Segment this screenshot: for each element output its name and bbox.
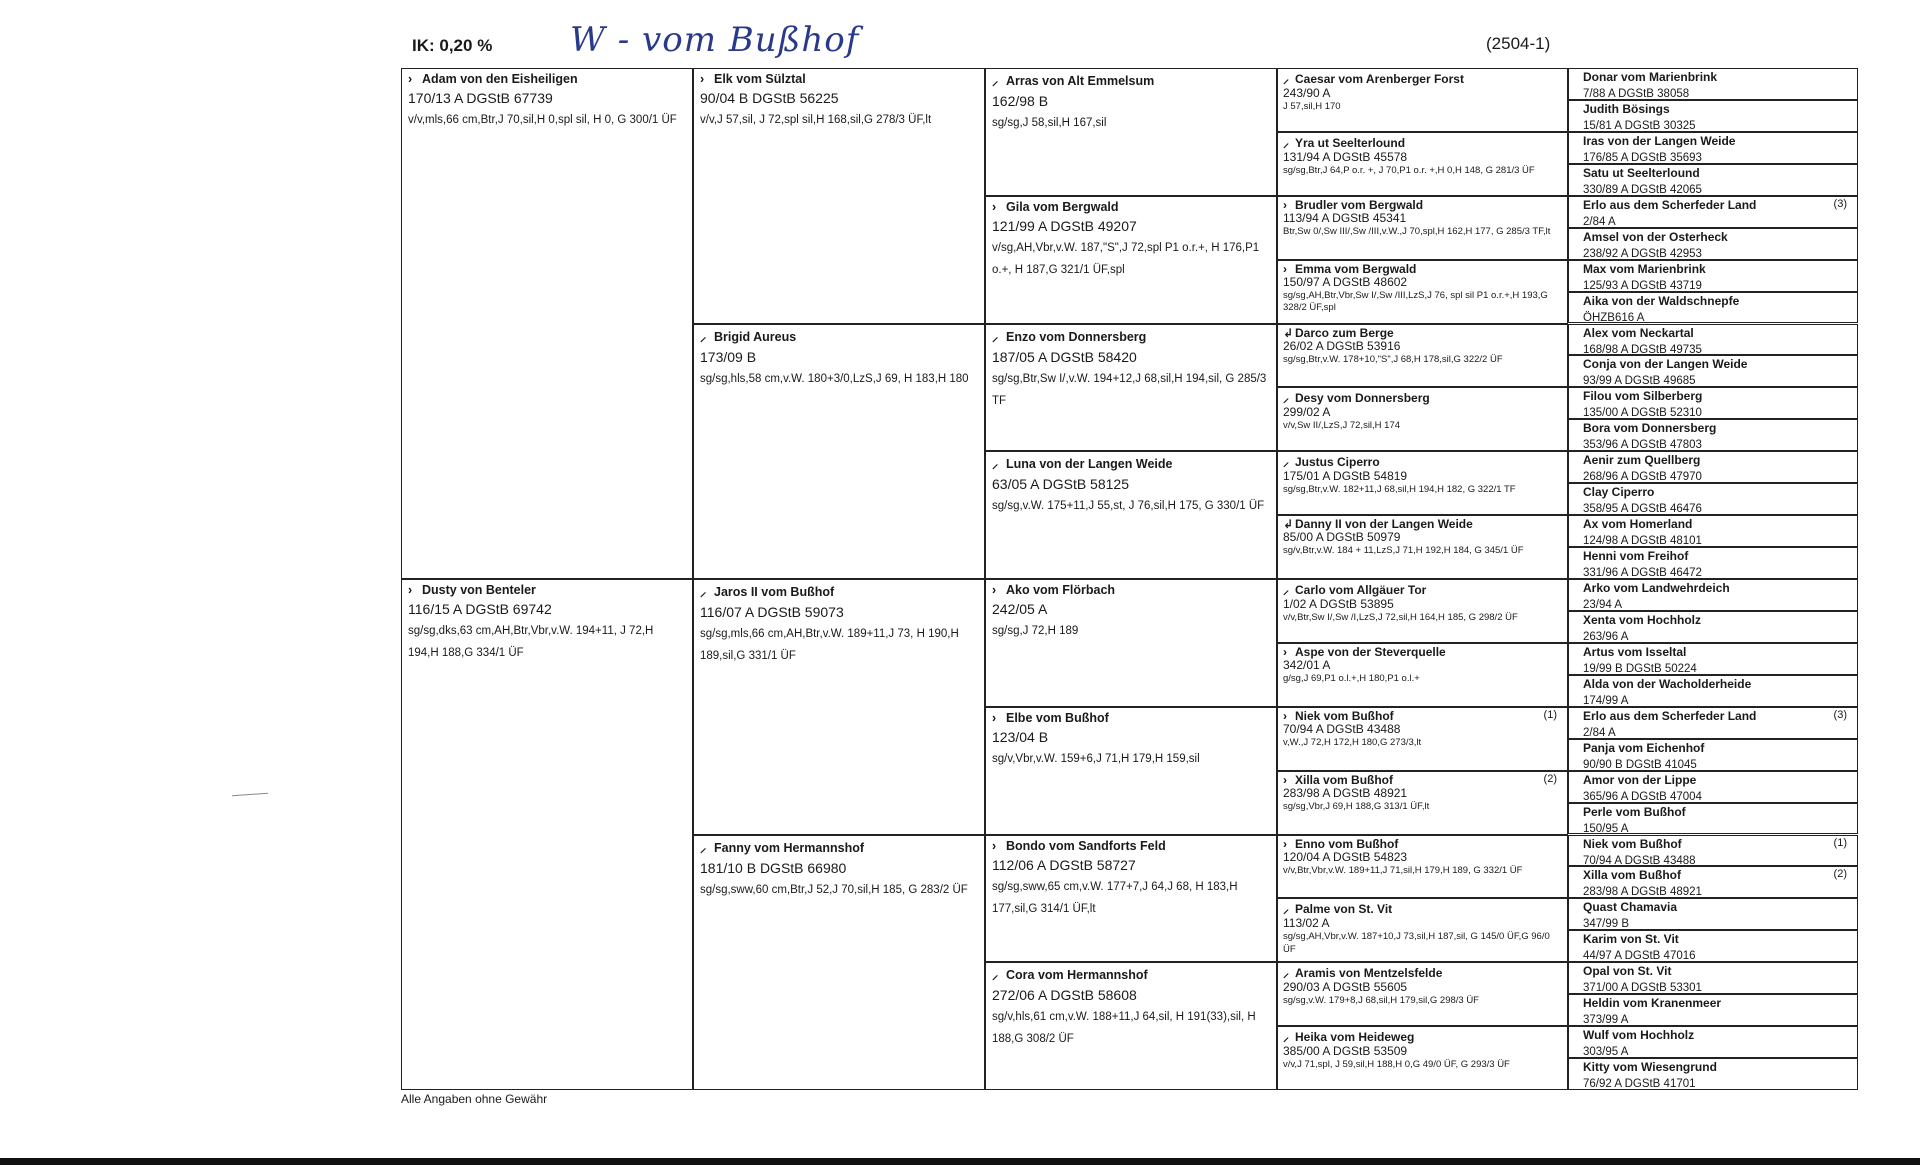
registration-number: 113/94 A DGStB 45341 [1283, 210, 1407, 225]
performance-record: v/v,Btr,Vbr,v.W. 189+11,J 71,sil,H 179,H 189, G 332/1 ÜF [1283, 864, 1523, 876]
registration-number: 70/94 A DGStB 43488 [1283, 721, 1401, 736]
dog-name: Bondo vom Sandforts Feld [1006, 838, 1166, 853]
performance-record: J 57,sil,H 170 [1283, 101, 1341, 112]
pedigree-entry-gen5 [1568, 707, 1858, 739]
registration-number: 76/92 A DGStB 41701 [1583, 1077, 1696, 1090]
performance-record: Btr,Sw 0/,Sw III/,Sw /III,v.W.,J 70,spl,H 162,H 177, G 285/3 TF,lt [1283, 225, 1551, 237]
registration-number: 162/98 B [992, 93, 1049, 109]
sex-marker: ⸝ [700, 585, 707, 599]
registration-number: 116/07 A DGStB 59073 [700, 604, 844, 620]
dog-name: Max vom Marienbrink [1583, 261, 1706, 276]
pedigree-entry-gen5 [1568, 419, 1858, 451]
dog-name-line [992, 583, 1270, 597]
pedigree-entry-gen3 [985, 835, 1277, 963]
pedigree-entry-gen5 [1568, 260, 1858, 292]
dog-name: Erlo aus dem Scherfeder Land [1583, 708, 1757, 723]
dog-name-line [992, 200, 1270, 214]
registration-number: 176/85 A DGStB 35693 [1583, 151, 1702, 164]
sex-marker: ⸝ [992, 968, 999, 983]
sex-marker: ⸝ [1283, 902, 1290, 917]
registration-number: 330/89 A DGStB 42065 [1583, 183, 1702, 196]
registration-number: 272/06 A DGStB 58608 [992, 987, 1137, 1004]
dog-name: Opal von St. Vit [1583, 964, 1672, 979]
pedigree-entry-gen5 [1568, 1026, 1858, 1058]
dog-name: Jaros II vom Bußhof [714, 585, 835, 599]
pedigree-entry-gen5 [1568, 164, 1858, 196]
dog-name: Brigid Aureus [714, 329, 797, 344]
registration-number: 2/84 A [1583, 726, 1616, 739]
registration-number: 238/92 A DGStB 42953 [1583, 247, 1702, 260]
registration-number: 135/00 A DGStB 52310 [1583, 406, 1702, 419]
dog-name: Carlo vom Allgäuer Tor [1295, 583, 1427, 597]
pedigree-entry-gen4 [1277, 68, 1568, 132]
dog-name-line [1283, 517, 1562, 531]
dog-name: Niek vom Bußhof [1583, 836, 1682, 851]
dog-name: Judith Bösings [1583, 101, 1670, 116]
dog-name: Perle vom Bußhof [1583, 804, 1686, 819]
registration-number: 342/01 A [1283, 657, 1331, 672]
pedigree-entry-gen2 [693, 579, 985, 835]
registration-number: 120/04 A DGStB 54823 [1283, 849, 1408, 864]
registration-number: 173/09 B [700, 348, 757, 365]
pedigree-entry-gen5 [1568, 611, 1858, 643]
pedigree-entry-gen5 [1568, 547, 1858, 579]
registration-number: 170/13 A DGStB 67739 [408, 90, 553, 106]
pedigree-entry-gen5 [1568, 228, 1858, 260]
dog-name-line [992, 455, 1270, 472]
pedigree-entry-gen1 [401, 579, 693, 1090]
registration-number: 175/01 A DGStB 54819 [1283, 469, 1408, 484]
registration-number: 283/98 A DGStB 48921 [1283, 785, 1408, 800]
performance-record: sg/sg,mls,66 cm,AH,Btr,v.W. 189+11,J 73, H 190,H 189,sil,G 331/1 ÜF [700, 628, 959, 662]
performance-record: sg/sg,hls,58 cm,v.W. 180+3/0,LzS,J 69, H 183,H 180 [700, 372, 969, 385]
sex-marker: ⸝ [992, 457, 999, 472]
sex-marker: › [1283, 644, 1287, 659]
registration-number: 125/93 A DGStB 43719 [1583, 279, 1702, 292]
registration-number: 331/96 A DGStB 46472 [1583, 566, 1702, 579]
registration-number: 150/97 A DGStB 48602 [1283, 274, 1408, 289]
registration-number: 174/99 A [1583, 694, 1628, 707]
sex-marker: › [1283, 261, 1287, 276]
dog-name: Desy vom Donnersberg [1295, 391, 1430, 406]
sex-marker: › [992, 583, 997, 597]
registration-number: 19/99 B DGStB 50224 [1583, 662, 1697, 675]
registration-number: 93/99 A DGStB 49685 [1583, 374, 1696, 387]
pedigree-entry-gen5 [1568, 866, 1858, 898]
performance-record: sg/v,Btr,v.W. 184 + 11,LzS,J 71,H 192,H 184, G 345/1 ÜF [1283, 545, 1524, 557]
dog-name-line [992, 839, 1270, 853]
pedigree-entry-gen5 [1568, 451, 1858, 483]
generation-2-column [693, 68, 985, 1090]
dog-name: Clay Ciperro [1583, 485, 1655, 500]
repeat-ancestor-note: (3) [1833, 197, 1847, 210]
dog-name-line [992, 966, 1270, 983]
sex-marker: ⸝ [1283, 455, 1290, 470]
repeat-ancestor-note: (3) [1833, 708, 1847, 721]
pedigree-entry-gen5 [1568, 739, 1858, 771]
pedigree-entry-gen3 [985, 68, 1277, 196]
pedigree-entry-gen3 [985, 962, 1277, 1090]
registration-number: 1/02 A DGStB 53895 [1283, 597, 1394, 611]
generation-3-column [985, 68, 1277, 1090]
dog-name-line [700, 328, 978, 345]
dog-name: Donar vom Marienbrink [1583, 70, 1718, 84]
pedigree-entry-gen5 [1568, 835, 1858, 867]
dog-name-line [992, 711, 1270, 725]
generation-1-column [401, 68, 693, 1090]
scan-edge [0, 1158, 1920, 1165]
dog-name: Luna von der Langen Weide [1006, 457, 1173, 472]
dog-name: Enno vom Bußhof [1295, 836, 1399, 851]
registration-number: 63/05 A DGStB 58125 [992, 476, 1129, 493]
pedigree-entry-gen4 [1277, 515, 1568, 579]
dog-name: Aenir zum Quellberg [1583, 453, 1701, 468]
dog-name-line [1283, 900, 1562, 917]
dog-name: Xenta vom Hochholz [1583, 612, 1702, 627]
registration-number: 90/90 B DGStB 41045 [1583, 758, 1697, 771]
dog-name-line [1283, 70, 1562, 87]
dog-name: Quast Chamavia [1583, 900, 1678, 915]
pedigree-entry-gen3 [985, 707, 1277, 835]
sex-marker: ⸝ [700, 329, 707, 344]
sex-marker: ⸝ [1283, 72, 1290, 86]
pedigree-entry-gen2 [693, 324, 985, 580]
performance-record: v/v,Sw II/,LzS,J 72,sil,H 174 [1283, 420, 1401, 432]
pedigree-entry-gen5 [1568, 675, 1858, 707]
dog-name-line [408, 583, 686, 597]
performance-record: sg/sg,Vbr,J 69,H 188,G 313/1 ÜF,lt [1283, 800, 1430, 812]
dog-name: Emma vom Bergwald [1295, 261, 1417, 276]
pedigree-entry-gen5 [1568, 962, 1858, 994]
dog-name: Bora vom Donnersberg [1583, 421, 1717, 436]
pedigree-entry-gen5 [1568, 515, 1858, 547]
performance-record: v/v,mls,66 cm,Btr,J 70,sil,H 0,spl sil, H 0, G 300/1 ÜF [408, 114, 677, 126]
registration-number: 268/96 A DGStB 47970 [1583, 470, 1702, 483]
repeat-ancestor-note: (1) [1543, 708, 1557, 721]
registration-number: 365/96 A DGStB 47004 [1583, 790, 1702, 803]
sex-marker: ⸝ [992, 74, 999, 88]
performance-record: sg/sg,v.W. 175+11,J 55,st, J 76,sil,H 175, G 330/1 ÜF [992, 500, 1265, 513]
pedigree-entry-gen4 [1277, 771, 1568, 835]
sex-marker: ⸝ [992, 329, 999, 344]
registration-number: 123/04 B [992, 728, 1049, 745]
dog-name-line [700, 583, 978, 600]
dog-name: Artus vom Isseltal [1583, 644, 1687, 659]
dog-name: Darco zum Berge [1295, 325, 1394, 340]
dog-name: Fanny vom Hermannshof [714, 840, 865, 855]
repeat-ancestor-note: (1) [1833, 836, 1847, 849]
registration-number: 150/95 A [1583, 822, 1628, 835]
sex-marker: ↲ [1283, 325, 1294, 340]
performance-record: sg/sg,Btr,v.W. 178+10,"S",J 68,H 178,sil,G 322/2 ÜF [1283, 353, 1503, 365]
generation-4-column [1277, 68, 1568, 1090]
performance-record: sg/sg,J 58,sil,H 167,sil [992, 117, 1107, 129]
sex-marker: ⸝ [1283, 1030, 1290, 1045]
pedigree-entry-gen4 [1277, 260, 1568, 324]
dog-name: Aspe von der Steverquelle [1295, 644, 1446, 659]
dog-name: Heldin vom Kranenmeer [1583, 996, 1722, 1011]
dog-name: Yra ut Seelterlound [1295, 135, 1406, 150]
dog-name: Cora vom Hermannshof [1006, 968, 1148, 983]
pedigree-entry-gen4 [1277, 132, 1568, 196]
pedigree-entry-gen3 [985, 324, 1277, 452]
dog-name: Amsel von der Osterheck [1583, 229, 1728, 244]
pedigree-entry-gen4 [1277, 643, 1568, 707]
registration-number: 168/98 A DGStB 49735 [1583, 343, 1702, 356]
performance-record: sg/sg,Btr,Sw I/,v.W. 194+12,J 68,sil,H 194,sil, G 285/3 TF [992, 372, 1267, 407]
registration-number: 112/06 A DGStB 58727 [992, 856, 1136, 873]
dog-name: Palme von St. Vit [1295, 902, 1393, 917]
registration-number: 44/97 A DGStB 47016 [1583, 949, 1696, 962]
dog-name-line [1283, 837, 1562, 851]
registration-number: 70/94 A DGStB 43488 [1583, 854, 1696, 867]
performance-record: sg/sg,v.W. 179+8,J 68,sil,H 179,sil,G 298/3 ÜF [1283, 995, 1479, 1007]
sex-marker: › [700, 72, 705, 86]
dog-name-line [1283, 389, 1562, 406]
pedigree-entry-gen5 [1568, 1058, 1858, 1090]
dog-name: Kitty vom Wiesengrund [1583, 1060, 1717, 1075]
sex-marker: ⸝ [1283, 966, 1290, 981]
performance-record: sg/sg,AH,Btr,Vbr,Sw I/,Sw /III,LzS,J 76, spl sil P1 o.r.+,H 193,G 328/2 ÜF,spl [1283, 289, 1548, 314]
performance-record: sg/sg,Btr,J 64,P o.r. +, J 70,P1 o.r. +,H 0,H 148, G 281/3 ÜF [1283, 164, 1535, 176]
dog-name: Justus Ciperro [1295, 455, 1380, 470]
performance-record: g/sg,J 69,P1 o.l.+,H 180,P1 o.l.+ [1283, 672, 1420, 684]
sex-marker: › [992, 199, 997, 214]
dog-name: Alda von der Wacholderheide [1583, 676, 1752, 691]
performance-record: sg/sg,AH,Vbr,v.W. 187+10,J 73,sil,H 187,sil, G 145/0 ÜF,G 96/0 ÜF [1283, 931, 1550, 955]
dog-name-line [1283, 1028, 1562, 1045]
dog-name: Heika vom Heideweg [1295, 1030, 1415, 1045]
registration-number: 116/15 A DGStB 69742 [408, 601, 552, 617]
dog-name: Gila vom Bergwald [1006, 199, 1119, 214]
dog-name: Aramis von Mentzelsfelde [1295, 966, 1443, 981]
dog-name: Arko vom Landwehrdeich [1583, 581, 1730, 595]
pedigree-entry-gen4 [1277, 451, 1568, 515]
pedigree-entry-gen5 [1568, 387, 1858, 419]
sex-marker: › [1283, 708, 1287, 723]
sex-marker: ⸝ [1283, 583, 1290, 597]
registration-number: 303/95 A [1583, 1045, 1628, 1058]
pedigree-entry-gen2 [693, 68, 985, 324]
pedigree-entry-gen5 [1568, 324, 1858, 356]
registration-number: 299/02 A [1283, 405, 1331, 420]
pen-mark [232, 793, 268, 797]
registration-number: 181/10 B DGStB 66980 [700, 859, 847, 876]
dog-name-line [1283, 453, 1562, 470]
dog-name: Adam von den Eisheiligen [422, 72, 578, 86]
registration-number: 85/00 A DGStB 50979 [1283, 530, 1401, 545]
registration-number: 358/95 A DGStB 46476 [1583, 502, 1702, 515]
registration-number: 2/84 A [1583, 215, 1616, 228]
pedigree-entry-gen5 [1568, 483, 1858, 515]
sex-marker: › [408, 583, 413, 597]
registration-number: 290/03 A DGStB 55605 [1283, 980, 1408, 995]
dog-name-line [1283, 581, 1562, 598]
sex-marker: › [1283, 772, 1287, 787]
registration-number: 373/99 A [1583, 1013, 1628, 1026]
performance-record: sg/sg,sww,60 cm,Btr,J 52,J 70,sil,H 185, G 283/2 ÜF [700, 883, 968, 896]
sex-marker: › [408, 72, 413, 86]
dog-name-line [700, 72, 978, 86]
pedigree-entry-gen2 [693, 835, 985, 1091]
registration-number: 242/05 A [992, 601, 1048, 617]
pedigree-entry-gen4 [1277, 324, 1568, 388]
pedigree-entry-gen5 [1568, 196, 1858, 228]
dog-name: Elbe vom Bußhof [1006, 710, 1109, 725]
registration-number: 243/90 A [1283, 86, 1331, 100]
registration-number: 26/02 A DGStB 53916 [1283, 338, 1401, 353]
dog-name: Danny II von der Langen Weide [1295, 517, 1473, 532]
performance-record: sg/sg,J 72,H 189 [992, 625, 1079, 637]
pedigree-entry-gen4 [1277, 707, 1568, 771]
dog-name: Xilla vom Bußhof [1295, 772, 1394, 787]
dog-name: Filou vom Silberberg [1583, 389, 1703, 404]
dog-name: Alex vom Neckartal [1583, 325, 1694, 340]
pedigree-entry-gen3 [985, 579, 1277, 707]
sex-marker: ⸝ [1283, 391, 1290, 406]
sex-marker: ⸝ [1283, 135, 1290, 150]
dog-name: Ako vom Flörbach [1006, 583, 1116, 597]
registration-number: 121/99 A DGStB 49207 [992, 217, 1137, 234]
pedigree-entry-gen3 [985, 451, 1277, 579]
registration-number: 7/88 A DGStB 38058 [1583, 87, 1689, 100]
dog-name: Dusty von Benteler [422, 583, 536, 597]
document-reference: (2504-1) [1486, 34, 1551, 53]
dog-name-line [1283, 262, 1562, 276]
sex-marker: › [992, 838, 997, 853]
performance-record: v/v,J 71,spl, J 59,sil,H 188,H 0,G 49/0 ÜF, G 293/3 ÜF [1283, 1059, 1510, 1071]
registration-number: 385/00 A DGStB 53509 [1283, 1044, 1408, 1059]
pedigree-entry-gen5 [1568, 643, 1858, 675]
dog-name-line [1283, 964, 1562, 981]
dog-name-line [1283, 645, 1562, 659]
sex-marker: ⸝ [700, 840, 707, 855]
pedigree-entry-gen4 [1277, 898, 1568, 962]
handwritten-litter-name: W - vom Bußhof [570, 20, 860, 60]
pedigree-entry-gen4 [1277, 387, 1568, 451]
dog-name: Brudler vom Bergwald [1295, 197, 1424, 212]
performance-record: v,W.,J 72,H 172,H 180,G 273/3,lt [1283, 736, 1422, 748]
inbreeding-coefficient: IK: 0,20 % [412, 36, 493, 55]
pedigree-entry-gen5 [1568, 68, 1858, 100]
dog-name: Henni vom Freihof [1583, 549, 1689, 564]
dog-name: Caesar vom Arenberger Forst [1295, 72, 1464, 86]
pedigree-entry-gen5 [1568, 994, 1858, 1026]
dog-name: Niek vom Bußhof [1295, 708, 1394, 723]
dog-name-line [1283, 134, 1562, 151]
registration-number: 371/00 A DGStB 53301 [1583, 981, 1702, 994]
dog-name: Wulf vom Hochholz [1583, 1028, 1695, 1043]
dog-name: Satu ut Seelterlound [1583, 165, 1700, 180]
dog-name-line [1283, 709, 1562, 723]
dog-name: Karim von St. Vit [1583, 932, 1679, 947]
registration-number: ÖHZB616 A [1583, 311, 1644, 324]
repeat-ancestor-note: (2) [1543, 772, 1557, 785]
dog-name-line [992, 328, 1270, 345]
pedigree-entry-gen5 [1568, 132, 1858, 164]
dog-name: Xilla vom Bußhof [1583, 868, 1682, 883]
pedigree-entry-gen5 [1568, 100, 1858, 132]
registration-number: 113/02 A [1283, 916, 1330, 931]
dog-name: Enzo vom Donnersberg [1006, 329, 1147, 344]
registration-number: 347/99 B [1583, 917, 1629, 930]
pedigree-entry-gen4 [1277, 196, 1568, 260]
registration-number: 23/94 A [1583, 598, 1622, 611]
pedigree-entry-gen4 [1277, 835, 1568, 899]
registration-number: 90/04 B DGStB 56225 [700, 90, 839, 106]
dog-name: Panja vom Eichenhof [1583, 740, 1705, 755]
sex-marker: › [1283, 197, 1287, 212]
registration-number: 283/98 A DGStB 48921 [1583, 885, 1702, 898]
sex-marker: › [1283, 836, 1287, 851]
dog-name-line [700, 839, 978, 856]
pedigree-entry-gen5 [1568, 355, 1858, 387]
pedigree-entry-gen4 [1277, 579, 1568, 643]
performance-record: v/sg,AH,Vbr,v.W. 187,"S",J 72,spl P1 o.r.+, H 176,P1 o.+, H 187,G 321/1 ÜF,spl [992, 241, 1260, 276]
registration-number: 263/96 A [1583, 630, 1628, 643]
dog-name: Arras von Alt Emmelsum [1006, 74, 1155, 88]
dog-name: Amor von der Lippe [1583, 772, 1697, 787]
dog-name-line [1283, 198, 1562, 212]
registration-number: 353/96 A DGStB 47803 [1583, 438, 1702, 451]
registration-number: 187/05 A DGStB 58420 [992, 348, 1137, 365]
pedigree-entry-gen1 [401, 68, 693, 579]
performance-record: v/v,Btr,Sw I/,Sw /I,LzS,J 72,sil,H 164,H 185, G 298/2 ÜF [1283, 612, 1518, 623]
pedigree-entry-gen5 [1568, 898, 1858, 930]
pedigree-entry-gen3 [985, 196, 1277, 324]
registration-number: 15/81 A DGStB 30325 [1583, 119, 1696, 132]
dog-name: Conja von der Langen Weide [1583, 357, 1748, 372]
dog-name: Erlo aus dem Scherfeder Land [1583, 197, 1757, 212]
dog-name: Aika von der Waldschnepfe [1583, 293, 1740, 308]
dog-name-line [1283, 326, 1562, 340]
performance-record: sg/sg,Btr,v.W. 182+11,J 68,sil,H 194,H 182, G 322/1 TF [1283, 484, 1516, 496]
sex-marker: ↲ [1283, 517, 1294, 532]
pedigree-entry-gen5 [1568, 930, 1858, 962]
performance-record: sg/v,hls,61 cm,v.W. 188+11,J 64,sil, H 191(33),sil, H 188,G 308/2 ÜF [992, 1011, 1256, 1046]
dog-name: Ax vom Homerland [1583, 517, 1693, 532]
performance-record: sg/sg,sww,65 cm,v.W. 177+7,J 64,J 68, H 183,H 177,sil,G 314/1 ÜF,lt [992, 880, 1238, 915]
performance-record: sg/sg,dks,63 cm,AH,Btr,Vbr,v.W. 194+11, J 72,H 194,H 188,G 334/1 ÜF [408, 625, 654, 659]
dog-name: Elk vom Sülztal [714, 72, 806, 86]
dog-name-line [408, 72, 686, 86]
dog-name-line [1283, 773, 1562, 787]
pedigree-entry-gen5 [1568, 579, 1858, 611]
repeat-ancestor-note: (2) [1833, 868, 1847, 881]
pedigree-entry-gen4 [1277, 1026, 1568, 1090]
pedigree-entry-gen5 [1568, 292, 1858, 324]
registration-number: 131/94 A DGStB 45578 [1283, 149, 1408, 164]
registration-number: 124/98 A DGStB 48101 [1583, 534, 1702, 547]
pedigree-entry-gen5 [1568, 803, 1858, 835]
performance-record: sg/v,Vbr,v.W. 159+6,J 71,H 179,H 159,sil [992, 752, 1200, 765]
dog-name: Iras von der Langen Weide [1583, 133, 1736, 148]
sex-marker: › [992, 710, 997, 725]
disclaimer: Alle Angaben ohne Gewähr [401, 1092, 548, 1106]
performance-record: v/v,J 57,sil, J 72,spl sil,H 168,sil,G 278/3 ÜF,lt [700, 114, 932, 126]
dog-name-line [992, 72, 1270, 89]
pedigree-entry-gen4 [1277, 962, 1568, 1026]
pedigree-entry-gen5 [1568, 771, 1858, 803]
generation-5-column [1568, 68, 1858, 1090]
